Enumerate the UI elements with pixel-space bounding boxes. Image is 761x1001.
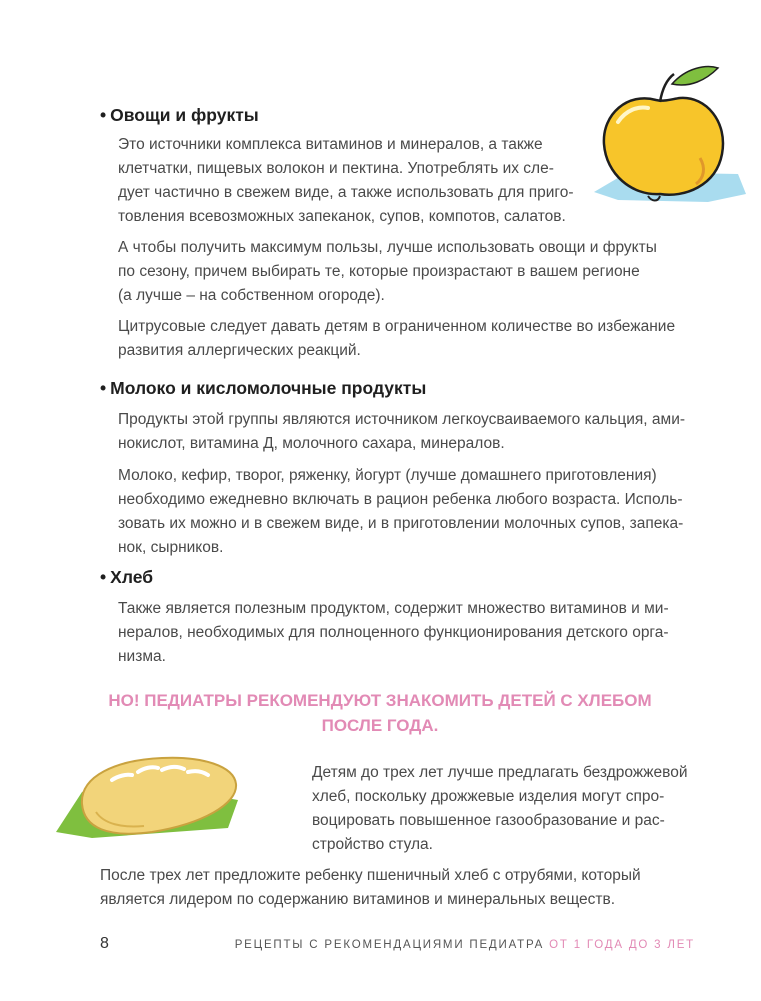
section-heading-bread: • Хлеб (100, 567, 154, 587)
closing-paragraph: После трех лет предложите ребенку пшеничный хлеб с отрубями, который является лидером по содержанию витаминов и минеральных веществ. (100, 867, 641, 908)
bread-illustration (52, 742, 252, 842)
paragraph: Молоко, кефир, творог, ряженку, йогурт (лучше домашнего приготовления) необходимо ежедневно включать в рацион ребенка любого возраста. Исполь- зовать их можно и в свежем виде, и в приготовлении молочных супов, запека- нок, сырников. (118, 467, 684, 556)
pediatrician-callout: НО! ПЕДИАТРЫ РЕКОМЕНДУЮТ ЗНАКОМИТЬ ДЕТЕЙ С ХЛЕБОМ ПОСЛЕ ГОДА. (108, 691, 652, 735)
apple-stem (660, 74, 674, 102)
paragraph: Это источники комплекса витаминов и минералов, а также клетчатки, пищевых волокон и пектина. Употреблять их сле- дует частично в свежем виде, а также использовать для приго- товления всевозможных запеканок, супов, компотов, салатов. (118, 136, 574, 225)
apple-body (604, 98, 723, 195)
paragraph: Также является полезным продуктом, содержит множество витаминов и ми- нералов, необходимых для полноценного функционирования детского орга- низма. (118, 600, 669, 665)
paragraph: Продукты этой группы являются источником легкоусваиваемого кальция, ами- нокислот, витамина Д, молочного сахара, минералов. (118, 411, 686, 452)
apple-leaf (672, 67, 718, 85)
section-heading-vegetables: • Овощи и фрукты (100, 105, 259, 125)
page-number: 8 (100, 935, 109, 952)
bread-paragraph: Детям до трех лет лучше предлагать бездрожжевой хлеб, поскольку дрожжевые изделия могут спро- воцировать повышенное газообразование и рас- стройство стула. (312, 764, 688, 853)
section-heading-dairy: • Молоко и кисломолочные продукты (100, 378, 427, 398)
paragraph: А чтобы получить максимум пользы, лучше использовать овощи и фрукты по сезону, причем выбирать те, которые произрастают в вашем регионе (а лучше – на собственном огороде). (118, 239, 657, 304)
book-running-title: РЕЦЕПТЫ С РЕКОМЕНДАЦИЯМИ ПЕДИАТРА ОТ 1 ГОДА ДО 3 ЛЕТ (234, 939, 695, 951)
paragraph: Цитрусовые следует давать детям в ограниченном количестве во избежание развития аллергических реакций. (118, 318, 676, 359)
apple-illustration (588, 62, 748, 207)
